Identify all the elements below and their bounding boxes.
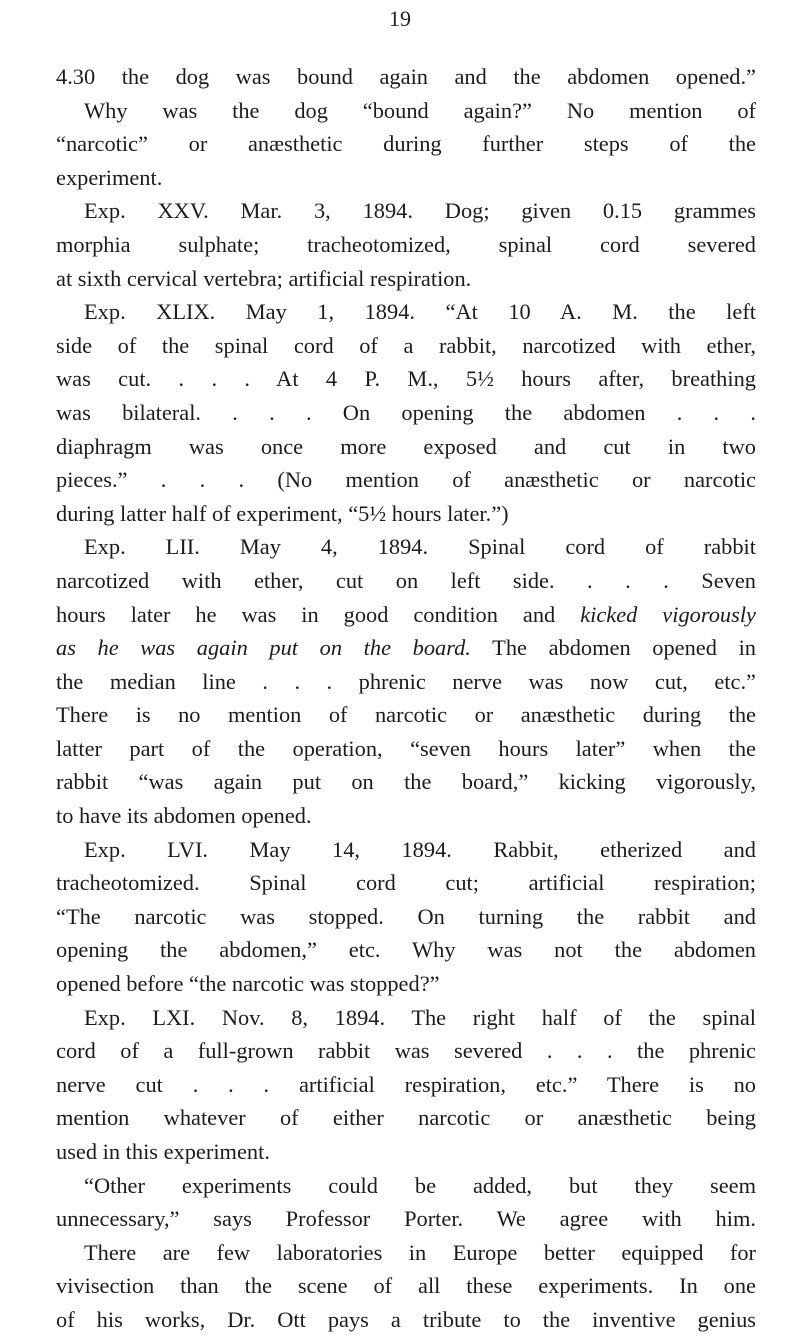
text-line: Why was the dog “bound again?” No mention of (84, 97, 756, 123)
text-line: rabbit “was again put on the board,” kicking vigorously, (56, 769, 756, 795)
text-line: tracheotomized. Spinal cord cut; artificial respiration; (56, 870, 756, 896)
text-line: cord of a full-grown rabbit was severed . . . the phrenic (56, 1038, 756, 1064)
body-text (56, 60, 756, 1337)
text-line: of his works, Dr. Ott pays a tribute to the inventive genius (56, 1306, 756, 1332)
text-line: There is no mention of narcotic or anæsthetic during the (56, 702, 756, 728)
text-line: There are few laboratories in Europe better equipped for (84, 1239, 756, 1265)
text-line: “The narcotic was stopped. On turning the rabbit and (56, 903, 756, 929)
text-line: Exp. LVI. May 14, 1894. Rabbit, etherized and (84, 836, 756, 862)
italic-phrase: as he was again put on the board. (56, 635, 471, 661)
text-line: used in this experiment. (56, 1139, 270, 1164)
text-line: morphia sulphate; tracheotomized, spinal cord severed (56, 231, 756, 257)
text-line (56, 598, 756, 632)
text-line: opening the abdomen,” etc. Why was not the abdomen (56, 937, 756, 963)
text-line-segment: The abdomen opened in (470, 635, 756, 661)
text-line: was cut. . . . At 4 P. M., 5½ hours after, breathing (56, 366, 756, 392)
text-line: during latter half of experiment, “5½ hours later.”) (56, 500, 509, 526)
text-line: to have its abdomen opened. (56, 803, 312, 829)
text-line-segment: hours later he was in good condition and (56, 601, 581, 627)
text-line: diaphragm was once more exposed and cut in two (56, 433, 756, 459)
text-line: side of the spinal cord of a rabbit, narcotized with ether, (56, 332, 756, 358)
text-line: “narcotic” or anæsthetic during further steps of the (56, 131, 756, 157)
text-line: opened before “the narcotic was stopped?” (56, 971, 440, 997)
text-line: “Other experiments could be added, but they seem (84, 1172, 756, 1198)
text-line: narcotized with ether, cut on left side. . . . Seven (56, 567, 756, 593)
text-line: Exp. XLIX. May 1, 1894. “At 10 A. M. the left (84, 299, 756, 325)
text-line: the median line . . . phrenic nerve was now cut, etc.” (56, 668, 756, 694)
text-line: latter part of the operation, “seven hours later” when the (56, 735, 756, 761)
text-line: vivisection than the scene of all these experiments. In one (56, 1273, 756, 1299)
text-line: Exp. XXV. Mar. 3, 1894. Dog; given 0.15 grammes (84, 198, 756, 224)
text-line: Exp. LII. May 4, 1894. Spinal cord of rabbit (84, 534, 756, 560)
page-number: 19 (389, 6, 411, 31)
text-line: pieces.” . . . (No mention of anæsthetic or narcotic (56, 467, 756, 493)
text-line: Exp. LXI. Nov. 8, 1894. The right half of the spinal (84, 1004, 756, 1030)
text-line: nerve cut . . . artificial respiration, etc.” There is no (56, 1071, 756, 1097)
text-line: was bilateral. . . . On opening the abdomen . . . (56, 399, 756, 425)
text-line (56, 631, 756, 665)
text-line: at sixth cervical vertebra; artificial respiration. (56, 265, 472, 291)
text-line: 4.30 the dog was bound again and the abdomen opened.” (56, 64, 756, 89)
text-line: experiment. (56, 164, 163, 190)
text-line: unnecessary,” says Professor Porter. We agree with him. (56, 1206, 756, 1232)
italic-phrase: kicked vigorously (580, 601, 756, 627)
text-line: mention whatever of either narcotic or anæsthetic being (56, 1105, 756, 1131)
